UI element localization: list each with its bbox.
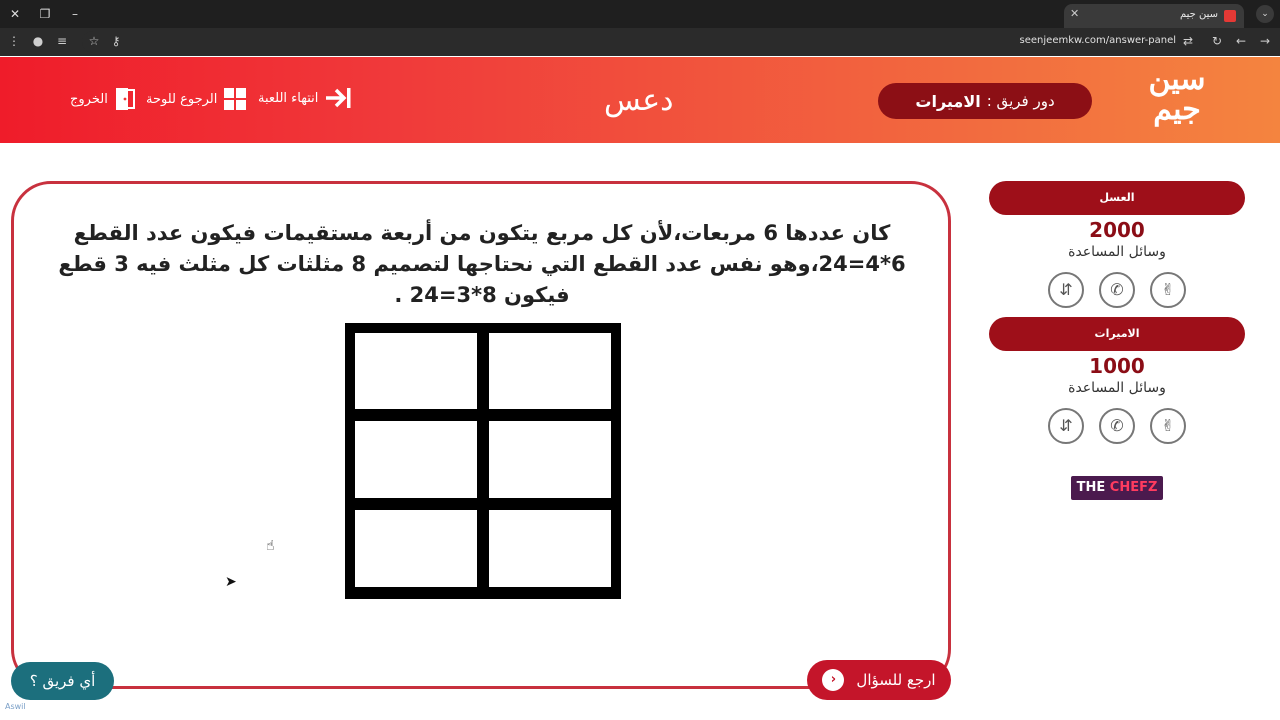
sponsor-part2: CHEFZ (1105, 480, 1158, 495)
turn-prefix: دور فريق : (986, 92, 1055, 110)
window-restore-icon[interactable]: ❐ (39, 7, 51, 21)
peace-hand-icon[interactable]: ✌ (1150, 272, 1186, 308)
address-bar[interactable] (82, 31, 1200, 53)
team-name-bar: العسل (989, 181, 1245, 215)
reload-icon[interactable]: ↻ (1211, 34, 1223, 48)
answer-card (11, 181, 951, 689)
seen-jeem-logo (1140, 62, 1214, 135)
diagram-cell (489, 421, 611, 498)
exit-door-icon (114, 87, 136, 111)
peace-hand-icon[interactable]: ✌ (1150, 408, 1186, 444)
tab-title: سين جيم (1179, 9, 1218, 20)
back-to-board-button[interactable] (146, 87, 247, 111)
which-team-button[interactable]: أي فريق ؟ (11, 662, 114, 700)
window-close-icon[interactable]: ✕ (9, 7, 21, 21)
password-key-icon[interactable]: ⚷ (111, 34, 121, 48)
diagram-cell (355, 333, 477, 409)
site-settings-icon[interactable]: ⇄ (1182, 34, 1194, 48)
diagram-cell (355, 510, 477, 587)
team-score: 1000 (1089, 354, 1145, 378)
watermark: Aswil (5, 702, 26, 711)
two-hands-icon[interactable]: ⇵ (1048, 408, 1084, 444)
arrow-cursor-icon: ➤ (225, 574, 237, 590)
tab-close-icon[interactable]: ✕ (1070, 7, 1080, 20)
forward-arrow-icon[interactable]: → (1259, 34, 1271, 48)
diagram-cell (355, 421, 477, 498)
back-to-question-button[interactable] (807, 660, 951, 700)
phone-icon[interactable]: ✆ (1099, 408, 1135, 444)
turn-team-name: الاميرات (915, 91, 981, 111)
chevron-left-icon: ‹ (822, 669, 844, 691)
end-game-arrow-icon (324, 87, 352, 109)
team-name-bar: الاميرات (989, 317, 1245, 351)
diagram-cell (489, 333, 611, 409)
browser-tab[interactable] (1064, 4, 1244, 28)
game-header (0, 57, 1280, 143)
reading-list-icon[interactable]: ≡ (56, 34, 68, 48)
answer-text: كان عددها 6 مربعات،لأن كل مربع يتكون من أربعة مستقيمات فيكون عدد القطع 6*4=24،وهو نفس عدد القطع التي نحتاجها لتصميم 8 مثلثات كل مثلث فيه 3 قطع فيكون 8*3=24 . (58, 221, 906, 307)
profile-icon[interactable]: ● (32, 34, 44, 48)
sponsor-part1: THE (1076, 480, 1106, 495)
logo-line2: جيم (1153, 92, 1201, 127)
site-favicon-icon (1224, 10, 1236, 22)
game-title: دعس (604, 83, 674, 118)
back-to-question-label: ارجع للسؤال (856, 671, 936, 689)
browser-tab-bar (0, 0, 1280, 28)
bookmark-star-icon[interactable]: ☆ (88, 34, 100, 48)
logo-line1: سين (1148, 62, 1206, 97)
url-text: seenjeemkw.com/answer-panel (1019, 35, 1176, 46)
answer-diagram (345, 323, 621, 599)
back-to-board-label: الرجوع للوحة (146, 91, 218, 107)
end-game-button[interactable] (258, 87, 352, 109)
browser-toolbar (0, 28, 1280, 56)
window-minimize-icon[interactable]: – (72, 7, 78, 21)
exit-button[interactable] (70, 87, 136, 111)
grid-board-icon (223, 87, 247, 111)
diagram-cell (489, 510, 611, 587)
aids-label: وسائل المساعدة (1068, 244, 1166, 260)
two-hands-icon[interactable]: ⇵ (1048, 272, 1084, 308)
sponsor-logo (1071, 476, 1163, 500)
exit-label: الخروج (70, 91, 108, 107)
kebab-menu-icon[interactable]: ⋮ (8, 34, 20, 48)
turn-indicator (878, 83, 1092, 119)
hand-cursor-icon: ☝ (266, 538, 275, 554)
tab-search-icon[interactable]: ⌄ (1256, 5, 1274, 23)
back-arrow-icon[interactable]: ← (1235, 34, 1247, 48)
end-game-label: انتهاء اللعبة (258, 90, 319, 106)
phone-icon[interactable]: ✆ (1099, 272, 1135, 308)
team-score: 2000 (1089, 218, 1145, 242)
aids-label: وسائل المساعدة (1068, 380, 1166, 396)
